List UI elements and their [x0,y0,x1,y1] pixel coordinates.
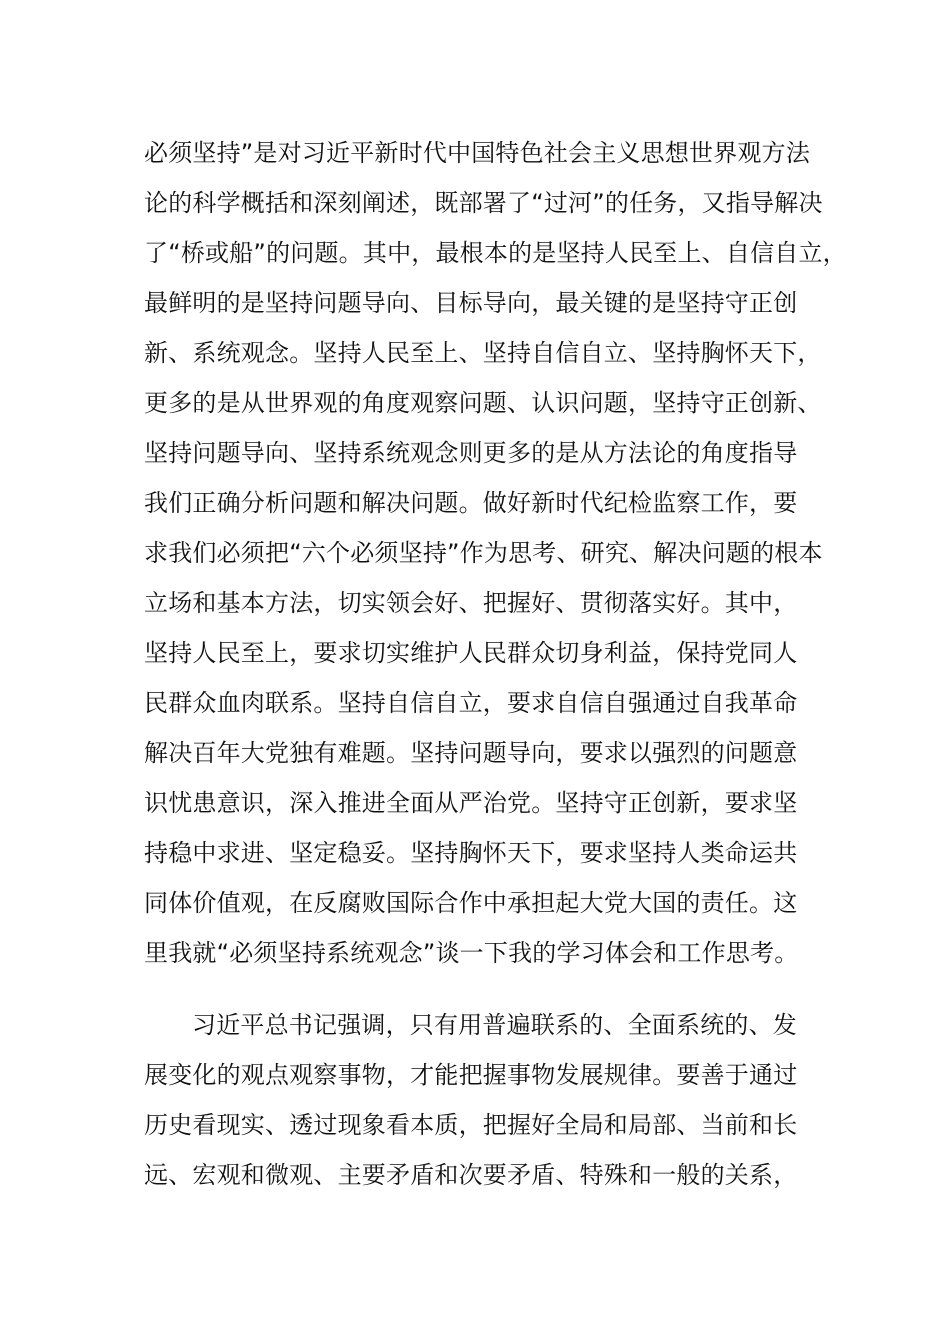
text-line: 里我就“必须坚持系统观念”谈一下我的学习体会和工作思考。 [144,939,799,967]
text-line: 论的科学概括和深刻阐述，既部署了“过河”的任务，又指导解决 [144,189,823,217]
text-line: 立场和基本方法，切实领会好、把握好、贯彻落实好。其中， [144,589,798,617]
text-line: 坚持问题导向、坚持系统观念则更多的是从方法论的角度指导 [144,439,798,467]
text-line: 识忧患意识，深入推进全面从严治党。坚持守正创新，要求坚 [144,789,798,817]
text-line: 同体价值观，在反腐败国际合作中承担起大党大国的责任。这 [144,889,798,917]
text-line: 更多的是从世界观的角度观察问题、认识问题，坚持守正创新、 [144,389,822,417]
paragraph-1 [144,128,847,978]
text-line: 展变化的观点观察事物，才能把握事物发展规律。要善于通过 [144,1061,798,1089]
text-line: 持稳中求进、坚定稳妥。坚持胸怀天下，要求坚持人类命运共 [144,839,798,867]
text-line: 坚持人民至上，要求切实维护人民群众切身利益，保持党同人 [144,639,798,667]
text-line: 我们正确分析问题和解决问题。做好新时代纪检监察工作，要 [144,489,798,517]
text-line: 历史看现实、透过现象看本质，把握好全局和局部、当前和长 [144,1111,798,1139]
text-line: 求我们必须把“六个必须坚持”作为思考、研究、解决问题的根本 [144,539,823,567]
text-line: 民群众血肉联系。坚持自信自立，要求自信自强通过自我革命 [144,689,798,717]
paragraph-gap [144,978,844,1000]
text-line: 远、宏观和微观、主要矛盾和次要矛盾、特殊和一般的关系， [144,1161,798,1189]
text-line: 解决百年大党独有难题。坚持问题导向，要求以强烈的问题意 [144,739,798,767]
document-body [144,128,847,1200]
text-line: 最鲜明的是坚持问题导向、目标导向，最关键的是坚持守正创 [144,289,798,317]
paragraph-2 [144,1000,844,1200]
text-line: 了“桥或船”的问题。其中，最根本的是坚持人民至上、自信自立， [144,239,847,267]
text-line: 必须坚持”是对习近平新时代中国特色社会主义思想世界观方法 [144,139,811,167]
text-line-first: 习近平总书记强调，只有用普遍联系的、全面系统的、发 [192,1011,797,1039]
text-line: 新、系统观念。坚持人民至上、坚持自信自立、坚持胸怀天下， [144,339,822,367]
